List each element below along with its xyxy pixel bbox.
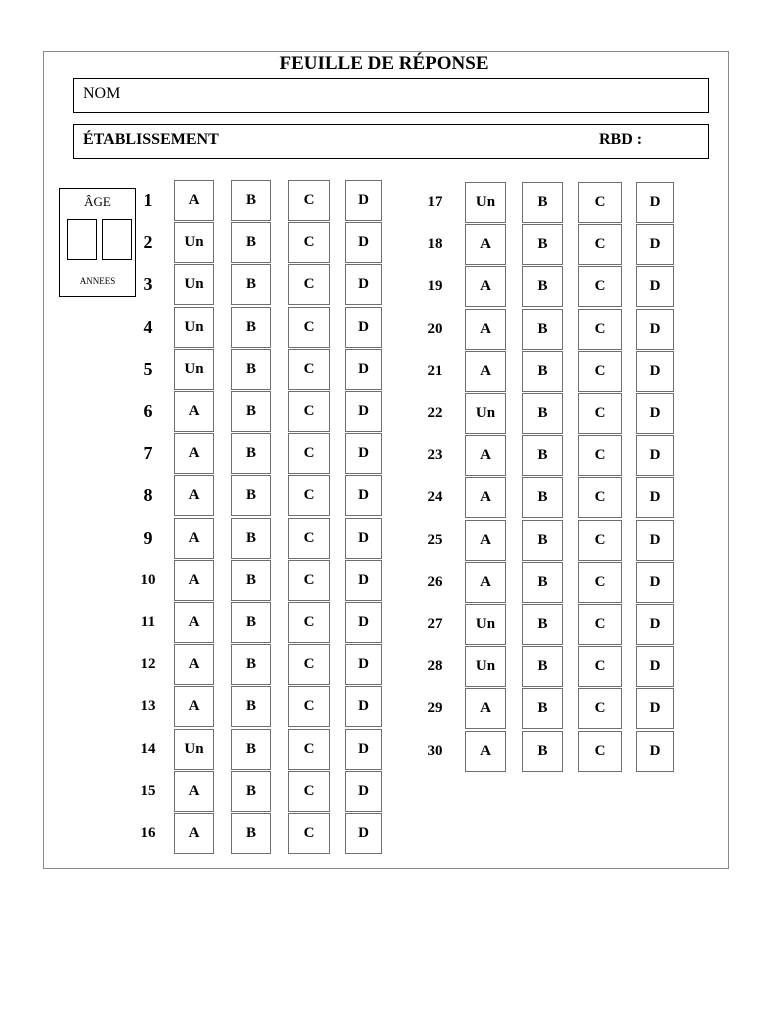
question-number: 30	[427, 742, 443, 759]
question-number: 5	[143, 358, 153, 379]
answer-option-box[interactable]: C	[578, 351, 622, 392]
answer-option-box[interactable]: C	[288, 180, 330, 221]
answer-option-box[interactable]: A	[174, 686, 214, 727]
name-field[interactable]	[73, 78, 709, 113]
answer-option-box[interactable]: C	[578, 435, 622, 476]
answer-option-box[interactable]: D	[636, 688, 674, 729]
answer-option-box[interactable]: C	[578, 604, 622, 645]
answer-option-box[interactable]: B	[231, 560, 271, 601]
answer-option-box[interactable]: A	[174, 433, 214, 474]
answer-option-box[interactable]: A	[465, 351, 506, 392]
answer-option-box[interactable]: D	[636, 646, 674, 687]
answer-option-box[interactable]: B	[231, 771, 271, 812]
answer-option-box[interactable]: A	[465, 562, 506, 603]
answer-option-box[interactable]: D	[636, 393, 674, 434]
answer-option-box[interactable]: D	[636, 266, 674, 307]
question-number: 14	[140, 740, 156, 757]
answer-option-box[interactable]: D	[345, 771, 382, 812]
question-number: 9	[143, 527, 153, 548]
question-number: 2	[143, 232, 153, 253]
rbd-label: RBD :	[599, 131, 643, 148]
answer-option-box[interactable]: B	[231, 307, 271, 348]
answer-option-box[interactable]: B	[231, 391, 271, 432]
answer-option-box[interactable]: C	[288, 391, 330, 432]
answer-option-box[interactable]: B	[522, 646, 563, 687]
answer-option-box[interactable]: A	[465, 731, 506, 772]
answer-option-box[interactable]: C	[578, 224, 622, 265]
answer-option-box[interactable]: D	[636, 351, 674, 392]
answer-option-box[interactable]: A	[174, 771, 214, 812]
question-number: 20	[427, 320, 443, 337]
answer-option-box[interactable]: C	[288, 222, 330, 263]
question-number: 19	[427, 278, 443, 295]
answer-option-box[interactable]: D	[636, 182, 674, 223]
answer-option-box[interactable]: D	[345, 602, 382, 643]
answer-option-box[interactable]: C	[578, 520, 622, 561]
question-number: 23	[427, 447, 443, 464]
answer-option-box[interactable]: B	[522, 562, 563, 603]
answer-option-box[interactable]: B	[522, 520, 563, 561]
answer-option-box[interactable]: A	[174, 518, 214, 559]
answer-option-box[interactable]: D	[345, 475, 382, 516]
answer-option-box[interactable]: C	[288, 644, 330, 685]
answer-option-box[interactable]: D	[636, 604, 674, 645]
question-number: 21	[427, 362, 443, 379]
answer-option-box[interactable]: B	[231, 518, 271, 559]
age-digit-1-field[interactable]	[67, 219, 97, 260]
answer-option-box[interactable]: A	[465, 520, 506, 561]
answer-option-box[interactable]: D	[345, 644, 382, 685]
answer-option-box[interactable]: B	[522, 266, 563, 307]
answer-option-box[interactable]: Un	[465, 393, 506, 434]
answer-option-box[interactable]: B	[231, 222, 271, 263]
answer-option-box[interactable]: D	[345, 391, 382, 432]
answer-option-box[interactable]: Un	[174, 264, 214, 305]
question-number: 29	[427, 700, 443, 717]
answer-option-box[interactable]: A	[174, 475, 214, 516]
answer-option-box[interactable]: B	[231, 264, 271, 305]
answer-option-box[interactable]: D	[636, 224, 674, 265]
answer-option-box[interactable]: C	[288, 771, 330, 812]
school-label: ÉTABLISSEMENT	[83, 131, 219, 148]
answer-option-box[interactable]: B	[231, 686, 271, 727]
question-number: 18	[427, 236, 443, 253]
answer-option-box[interactable]: B	[231, 475, 271, 516]
age-label: ÂGE	[84, 194, 111, 209]
answer-option-box[interactable]: B	[522, 309, 563, 350]
answer-option-box[interactable]: Un	[465, 646, 506, 687]
answer-option-box[interactable]: Un	[174, 349, 214, 390]
answer-option-box[interactable]: A	[465, 224, 506, 265]
answer-option-box[interactable]: C	[288, 729, 330, 770]
question-number: 28	[427, 658, 443, 675]
question-number: 11	[140, 614, 156, 630]
answer-option-box[interactable]: Un	[465, 604, 506, 645]
answer-option-box[interactable]: D	[345, 307, 382, 348]
answer-option-box[interactable]: D	[345, 349, 382, 390]
answer-option-box[interactable]: B	[231, 644, 271, 685]
answer-option-box[interactable]: B	[231, 433, 271, 474]
answer-option-box[interactable]: Un	[174, 222, 214, 263]
answer-option-box[interactable]: A	[465, 435, 506, 476]
question-number: 6	[143, 401, 153, 421]
answer-option-box[interactable]: A	[174, 813, 214, 854]
answer-option-box[interactable]: C	[288, 686, 330, 727]
answer-option-box[interactable]: D	[345, 518, 382, 559]
answer-option-box[interactable]: A	[465, 309, 506, 350]
answer-option-box[interactable]: B	[522, 688, 563, 729]
answer-option-box[interactable]: B	[231, 602, 271, 643]
answer-option-box[interactable]: D	[345, 813, 382, 854]
answer-option-box[interactable]: C	[288, 475, 330, 516]
question-number: 1	[143, 190, 153, 210]
question-number: 10	[140, 571, 156, 588]
answer-option-box[interactable]: B	[522, 604, 563, 645]
answer-option-box[interactable]: D	[345, 180, 382, 221]
answer-option-box[interactable]: C	[578, 731, 622, 772]
answer-option-box[interactable]: B	[522, 393, 563, 434]
question-number: 7	[143, 443, 153, 464]
answer-option-box[interactable]: D	[636, 731, 674, 772]
answer-option-box[interactable]: B	[231, 729, 271, 770]
answer-option-box[interactable]: D	[345, 560, 382, 601]
answer-option-box[interactable]: B	[522, 182, 563, 223]
answer-option-box[interactable]: C	[578, 266, 622, 307]
answer-option-box[interactable]: C	[288, 560, 330, 601]
answer-option-box[interactable]: D	[636, 309, 674, 350]
answer-option-box[interactable]: C	[288, 813, 330, 854]
answer-option-box[interactable]: B	[231, 180, 271, 221]
answer-option-box[interactable]: C	[288, 264, 330, 305]
answer-option-box[interactable]: A	[465, 266, 506, 307]
answer-option-box[interactable]: C	[288, 602, 330, 643]
answer-option-box[interactable]: B	[522, 224, 563, 265]
question-number: 15	[140, 782, 156, 799]
question-number: 26	[427, 573, 443, 590]
question-number: 12	[140, 656, 156, 673]
sheet-title: FEUILLE DE RÉPONSE	[279, 53, 489, 74]
answer-option-box[interactable]: D	[345, 222, 382, 263]
question-number: 17	[427, 194, 443, 210]
answer-option-box[interactable]: B	[522, 351, 563, 392]
answer-option-box[interactable]: C	[578, 309, 622, 350]
answer-option-box[interactable]: A	[174, 602, 214, 643]
answer-option-box[interactable]: D	[636, 477, 674, 518]
answer-option-box[interactable]: B	[231, 813, 271, 854]
answer-option-box[interactable]: D	[636, 435, 674, 476]
question-number: 16	[140, 825, 156, 841]
answer-option-box[interactable]: C	[578, 393, 622, 434]
question-number: 27	[427, 616, 443, 632]
answer-option-box[interactable]: A	[465, 688, 506, 729]
question-number: 24	[427, 489, 443, 506]
answer-option-box[interactable]: A	[465, 477, 506, 518]
name-label: NOM	[83, 85, 121, 102]
answer-option-box[interactable]: D	[345, 686, 382, 727]
answer-option-box[interactable]: Un	[174, 307, 214, 348]
answer-option-box[interactable]: C	[578, 477, 622, 518]
answer-option-box[interactable]: C	[578, 562, 622, 603]
answer-option-box[interactable]: C	[288, 518, 330, 559]
answer-option-box[interactable]: D	[636, 520, 674, 561]
answer-option-box[interactable]: C	[288, 349, 330, 390]
answer-option-box[interactable]: C	[578, 182, 622, 223]
question-number: 4	[143, 316, 153, 337]
answer-option-box[interactable]: C	[288, 433, 330, 474]
question-number: 25	[427, 531, 443, 548]
answer-option-box[interactable]: B	[522, 731, 563, 772]
answer-option-box[interactable]: B	[522, 477, 563, 518]
answer-option-box[interactable]: Un	[174, 729, 214, 770]
question-number: 3	[143, 274, 153, 295]
age-unit-label: ANNEES	[79, 276, 116, 286]
answer-option-box[interactable]: C	[288, 307, 330, 348]
answer-option-box[interactable]: B	[522, 435, 563, 476]
answer-option-box[interactable]: A	[174, 560, 214, 601]
question-number: 22	[427, 405, 443, 421]
answer-option-box[interactable]: Un	[465, 182, 506, 223]
answer-option-box[interactable]: D	[345, 433, 382, 474]
answer-option-box[interactable]: C	[578, 688, 622, 729]
answer-option-box[interactable]: D	[345, 729, 382, 770]
age-box	[59, 188, 136, 297]
question-number: 8	[143, 485, 153, 506]
question-number: 13	[140, 698, 156, 715]
answer-option-box[interactable]: D	[636, 562, 674, 603]
answer-option-box[interactable]: D	[345, 264, 382, 305]
answer-option-box[interactable]: A	[174, 391, 214, 432]
answer-option-box[interactable]: B	[231, 349, 271, 390]
answer-option-box[interactable]: A	[174, 180, 214, 221]
answer-option-box[interactable]: C	[578, 646, 622, 687]
school-field[interactable]	[73, 124, 709, 159]
answer-option-box[interactable]: A	[174, 644, 214, 685]
